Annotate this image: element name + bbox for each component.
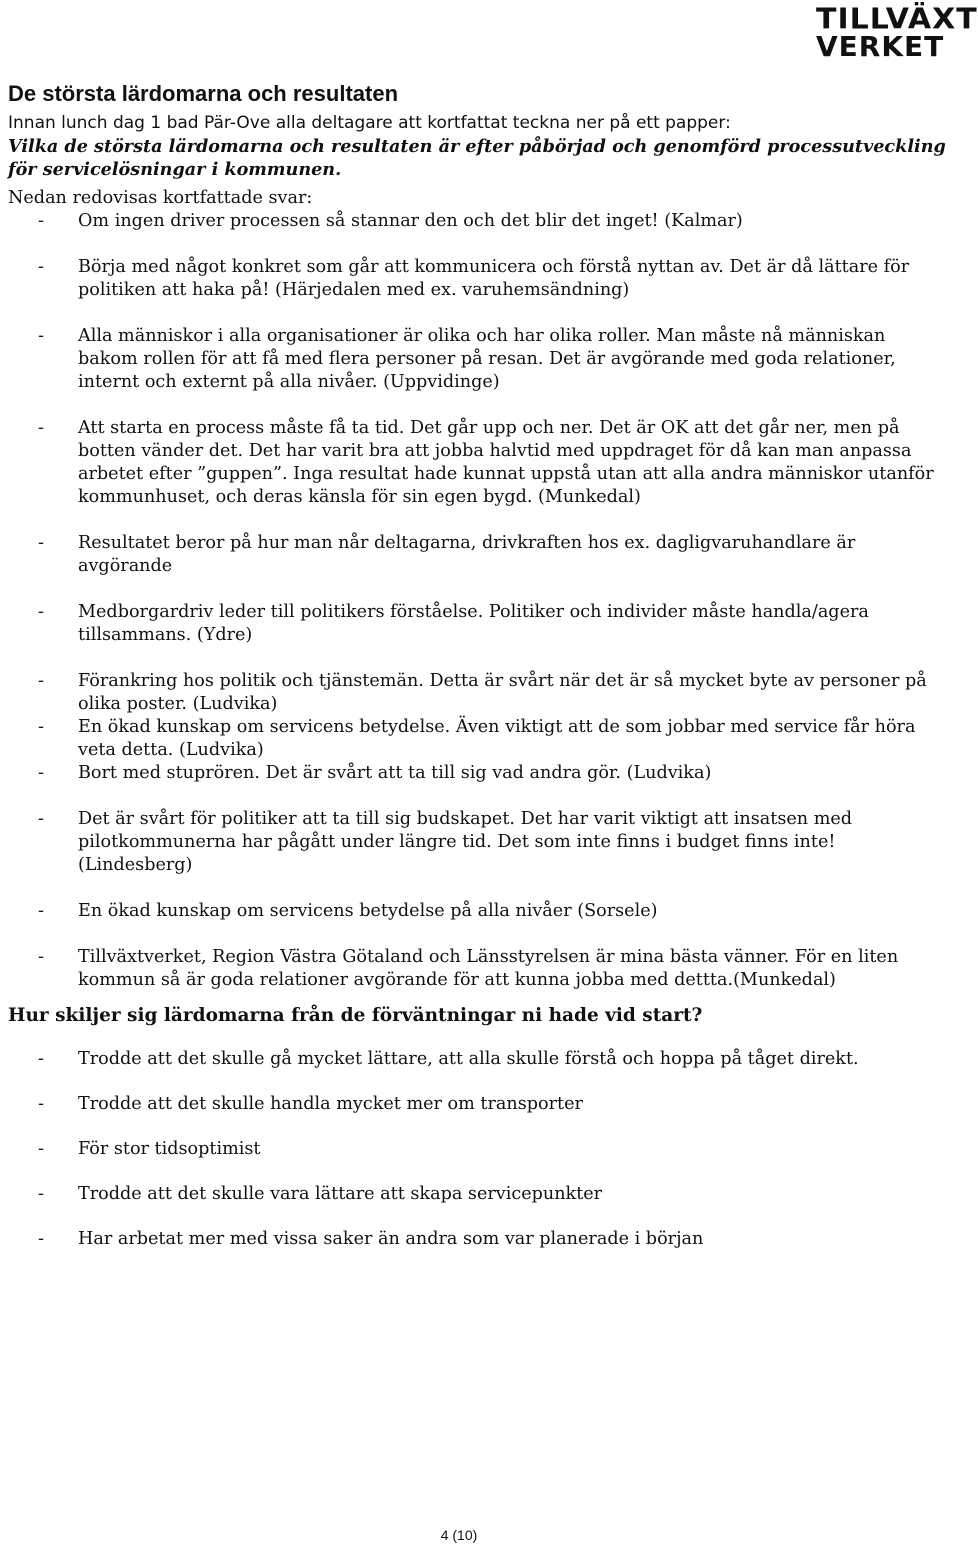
section-heading: De största lärdomarna och resultaten <box>8 81 399 106</box>
list-item <box>8 532 948 578</box>
answers-list <box>8 210 948 992</box>
list-item <box>8 601 948 647</box>
list-item-text: En ökad kunskap om servicens betydelse på alla nivåer (Sorsele) <box>78 901 658 921</box>
list-item <box>8 670 948 716</box>
bullet-dash: - <box>38 418 44 438</box>
answers-intro: Nedan redovisas kortfattade svar: <box>8 188 313 208</box>
list-item-text: Resultatet beror på hur man når deltagarna, drivkraften hos ex. dagligvaruhandlare är avgörande <box>78 533 856 576</box>
list-item <box>8 1093 948 1116</box>
list-item-text: Börja med något konkret som går att kommunicera och förstå nyttan av. Det är då lättare för politiken att haka på! (Härjedalen med ex. varuhemsändning) <box>78 257 910 300</box>
list-item <box>8 1228 948 1251</box>
list-item <box>8 210 948 233</box>
list-item <box>8 808 948 877</box>
expectations-heading: Hur skiljer sig lärdomarna från de förväntningar ni hade vid start? <box>8 1005 703 1026</box>
bullet-dash: - <box>38 1094 44 1114</box>
list-item <box>8 1048 948 1071</box>
bullet-dash: - <box>38 257 44 277</box>
list-item-text: Har arbetat mer med vissa saker än andra som var planerade i början <box>78 1229 704 1249</box>
list-item <box>8 900 948 923</box>
bullet-dash: - <box>38 947 44 967</box>
list-item-text: Det är svårt för politiker att ta till sig budskapet. Det har varit viktigt att insatsen med pilotkommunerna har pågått under längre tid. Det som inte finns i budget finns inte! (Lindesberg) <box>78 809 853 875</box>
list-item <box>8 716 948 762</box>
list-item <box>8 762 948 785</box>
bullet-dash: - <box>38 326 44 346</box>
list-item <box>8 946 948 992</box>
bullet-dash: - <box>38 533 44 553</box>
list-item-text: Om ingen driver processen så stannar den och det blir det inget! (Kalmar) <box>78 211 743 231</box>
logo-line-1: TILLVÄXT <box>816 2 978 37</box>
bullet-dash: - <box>38 809 44 829</box>
list-item-text: Trodde att det skulle vara lättare att skapa servicepunkter <box>78 1184 603 1204</box>
list-item-text: Medborgardriv leder till politikers förståelse. Politiker och individer måste handla/agera tillsammans. (Ydre) <box>78 602 869 645</box>
logo-line-2: VERKET <box>816 30 945 63</box>
bullet-dash: - <box>38 211 44 231</box>
list-item-text: Trodde att det skulle handla mycket mer om transporter <box>78 1094 583 1114</box>
intro-question: Vilka de största lärdomarna och resultaten är efter påbörjad och genomförd processutveckling för servicelösningar i kommunen. <box>8 136 946 180</box>
page-number: 4 (10) <box>440 1527 478 1543</box>
list-item-text: Tillväxtverket, Region Västra Götaland och Länsstyrelsen är mina bästa vänner. För en liten kommun så är goda relationer avgörande för att kunna jobba med dettta.(Munkedal) <box>78 947 899 990</box>
list-item <box>8 325 948 394</box>
list-item <box>8 256 948 302</box>
bullet-dash: - <box>38 763 44 783</box>
list-item <box>8 1183 948 1206</box>
bullet-dash: - <box>38 602 44 622</box>
bullet-dash: - <box>38 1049 44 1069</box>
expectations-list <box>8 1048 948 1251</box>
list-item-text: Att starta en process måste få ta tid. Det går upp och ner. Det är OK att det går ner, men på botten vänder det. Det har varit bra att jobba halvtid med uppdraget för då kan man anpassa arbetet efter ”guppen”. Inga resultat hade kunnat uppstå utan att alla andra människor utanför kommunhuset, och deras känsla för sin egen bygd. (Munkedal) <box>78 418 934 507</box>
list-item-text: För stor tidsoptimist <box>78 1139 261 1159</box>
bullet-dash: - <box>38 671 44 691</box>
tillvaxtverket-logo <box>810 2 978 64</box>
bullet-dash: - <box>38 717 44 737</box>
document-body <box>8 80 948 1251</box>
list-item <box>8 417 948 509</box>
list-item-text: Förankring hos politik och tjänstemän. Detta är svårt när det är så mycket byte av personer på olika poster. (Ludvika) <box>78 671 927 714</box>
list-item <box>8 1138 948 1161</box>
list-item-text: Trodde att det skulle gå mycket lättare, att alla skulle förstå och hoppa på tåget direkt. <box>78 1049 859 1069</box>
bullet-dash: - <box>38 1139 44 1159</box>
intro <box>8 112 948 210</box>
bullet-dash: - <box>38 901 44 921</box>
intro-line: Innan lunch dag 1 bad Pär-Ove alla deltagare att kortfattat teckna ner på ett papper: <box>8 113 731 133</box>
list-item-text: Bort med stuprören. Det är svårt att ta till sig vad andra gör. (Ludvika) <box>78 763 712 783</box>
list-item-text: Alla människor i alla organisationer är olika och har olika roller. Man måste nå människan bakom rollen för att få med flera personer på resan. Det är avgörande med goda relationer, internt och externt på alla nivåer. (Uppvidinge) <box>78 326 896 392</box>
list-item-text: En ökad kunskap om servicens betydelse. Även viktigt att de som jobbar med service får höra veta detta. (Ludvika) <box>78 717 916 760</box>
bullet-dash: - <box>38 1229 44 1249</box>
bullet-dash: - <box>38 1184 44 1204</box>
